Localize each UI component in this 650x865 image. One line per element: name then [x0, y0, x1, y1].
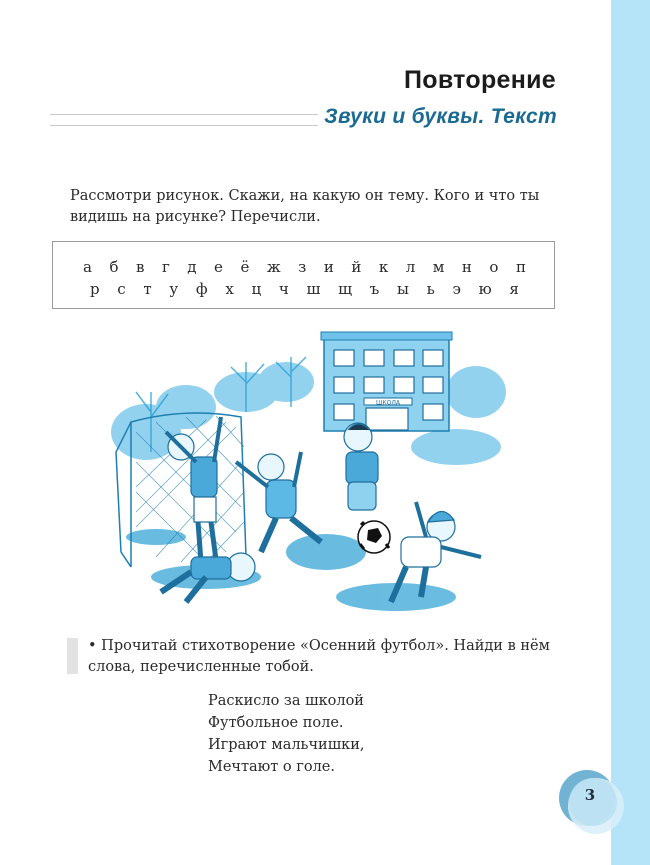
school-building-icon: [321, 332, 452, 431]
intro-paragraph: Рассмотри рисунок. Скажи, на какую он тему. Кого и что ты видишь на рисунке? Перечисли.: [70, 188, 540, 225]
letter: х: [225, 280, 234, 298]
letter: з: [298, 258, 307, 276]
letter: л: [405, 258, 416, 276]
letter: р: [90, 280, 100, 298]
letter: у: [169, 280, 179, 298]
football-illustration: [96, 322, 516, 622]
poem-line: Футбольное поле.: [208, 715, 344, 731]
letter: ж: [266, 258, 281, 276]
letter: э: [452, 280, 461, 298]
poem-line: Играют мальчишки,: [208, 737, 365, 753]
letter: п: [515, 258, 526, 276]
letter: ф: [195, 280, 208, 298]
letter: к: [378, 258, 389, 276]
letter: я: [509, 280, 519, 298]
letter: ь: [426, 280, 435, 298]
letter: й: [351, 258, 362, 276]
alphabet-box: [52, 241, 555, 309]
letter: ё: [240, 258, 250, 276]
poem: [208, 690, 365, 778]
letter: и: [323, 258, 334, 276]
letter: ъ: [369, 280, 380, 298]
letter: н: [461, 258, 472, 276]
letter: о: [489, 258, 499, 276]
football-ball-icon: [358, 521, 390, 553]
letter: м: [432, 258, 445, 276]
letter: г: [161, 258, 170, 276]
alphabet-row-2: [90, 280, 519, 298]
task-paragraph: [88, 636, 562, 678]
page-subtitle: Звуки и буквы. Текст: [318, 105, 557, 129]
letter: д: [187, 258, 197, 276]
task-text: Прочитай стихотворение «Осенний футбол». Найди в нём слова, перечисленные тобой.: [88, 638, 550, 675]
page-number: 3: [584, 786, 596, 804]
bullet-icon: •: [88, 638, 97, 654]
letter: ю: [478, 280, 492, 298]
letter: а: [83, 258, 92, 276]
letter: б: [109, 258, 119, 276]
page-side-band: [611, 0, 650, 865]
svg-text:ШКОЛА: ШКОЛА: [375, 399, 401, 407]
page-title: Повторение: [403, 66, 556, 94]
letter: ч: [278, 280, 289, 298]
alphabet-row-1: [83, 258, 526, 276]
letter: т: [143, 280, 152, 298]
poem-line: Мечтают о голе.: [208, 759, 336, 775]
letter: ш: [306, 280, 321, 298]
letter: с: [117, 280, 126, 298]
letter: е: [214, 258, 223, 276]
letter: в: [135, 258, 145, 276]
poem-line: Раскисло за школой: [208, 693, 364, 709]
letter: ы: [396, 280, 409, 298]
task-margin-bar: [67, 638, 78, 674]
letter: ц: [251, 280, 262, 298]
letter: щ: [338, 280, 353, 298]
